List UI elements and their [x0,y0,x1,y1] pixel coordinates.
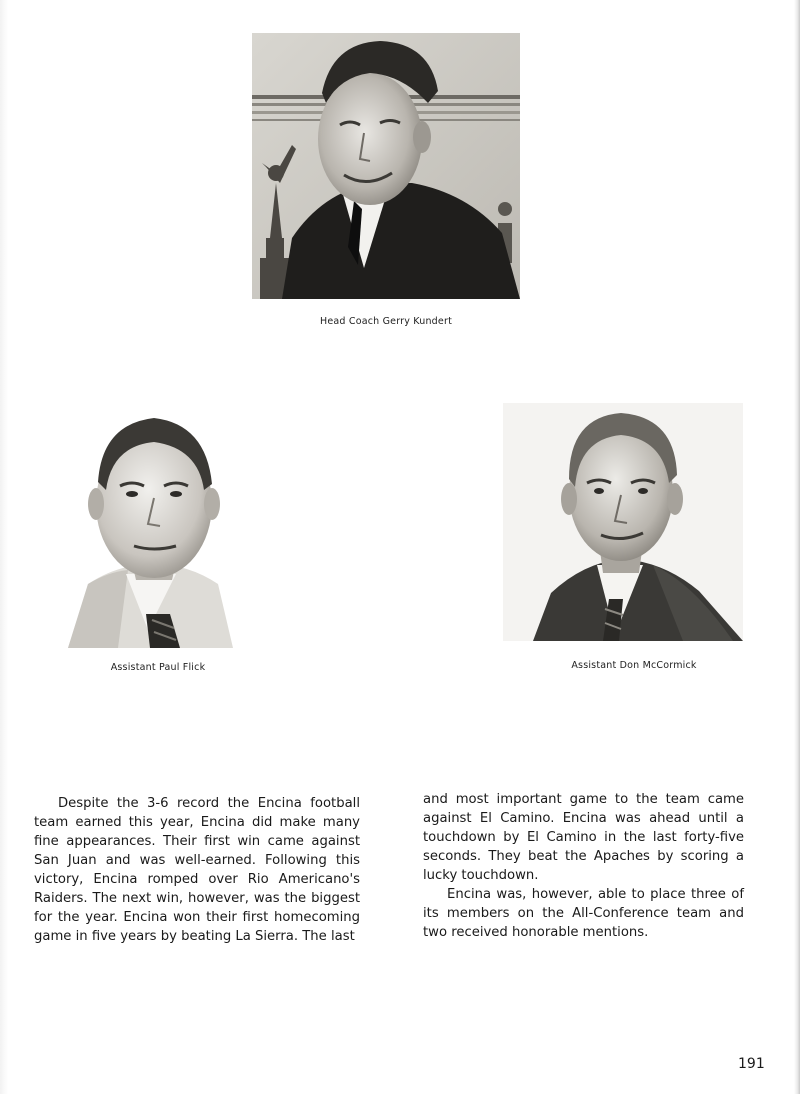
assistant-flick-caption: Assistant Paul Flick [110,662,206,673]
article-column-left [34,794,360,946]
assistant-flick-photo [48,404,258,648]
article-paragraph-1: Despite the 3-6 record the Encina football team earned this year, Encina did make many fine appearances. Their first win came against San Juan and was well-earned. Following this victory, Encina romped over Rio Americano's Raiders. The next win, however, was the biggest for the year. Encina won their first homecoming game in five years by beating La Sierra. The last [34,796,360,944]
article-column-right [423,790,744,942]
head-coach-photo [252,33,520,299]
article-paragraph-1-continued: and most important game to the team came against El Camino. Encina was ahead until a touchdown by El Camino in the last forty-five seconds. They beat the Apaches by scoring a lucky touchdown. [423,792,744,883]
page-gutter [0,0,8,1094]
assistant-mccormick-photo [503,403,743,641]
page-edge [794,0,800,1094]
page-number: 191 [738,1056,765,1072]
head-coach-caption: Head Coach Gerry Kundert [320,316,452,327]
assistant-mccormick-caption: Assistant Don McCormick [571,660,697,671]
article-paragraph-2: Encina was, however, able to place three of its members on the All-Conference team and two received honorable mentions. [423,887,744,940]
